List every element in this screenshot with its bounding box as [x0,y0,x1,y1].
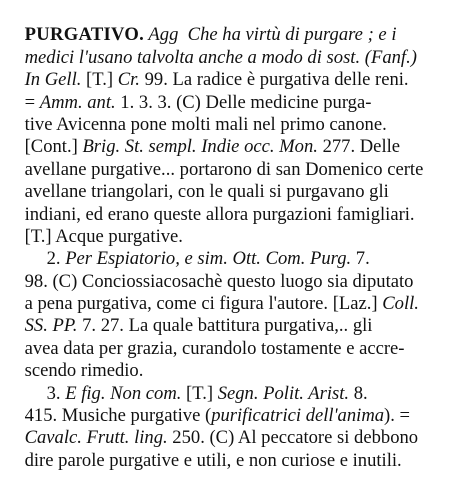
editor-mark: [Cont.] [24,136,83,158]
quotation-text: scendo rimedio. [24,360,144,382]
sense-number: 3. [46,382,66,404]
quotation-text: 1. 3. 3. (C) Delle medicine purga- [115,91,372,113]
editor-mark: [T.] [181,382,218,404]
quotation-text: 8. [349,382,368,404]
quotation-text: avea data per grazia, curandolo tostamente e accre- [24,337,405,359]
entry-line [6,2,466,46]
quotation-text: 277. Delle [317,136,401,158]
quotation-text: avellane triangolari, con le quali si purgavano gli [24,181,389,203]
quotation-text: 7. [351,248,370,270]
quotation-text: 250. (C) Al peccatore si debbono [167,427,419,449]
quotation-text: 7. 27. La quale battitura purgativa,.. gli [77,315,373,337]
source-citation: Amm. ant. [39,91,116,113]
editor-mark: [T.] [81,69,118,91]
source-citation: In Gell. [24,69,82,91]
definition-text: Agg Che ha virtù di purgare ; e i [144,24,397,46]
sense-definition: E fig. Non com. [65,382,182,404]
quotation-text: tive Avicenna pone molti mali nel primo canone. [24,113,387,135]
headword: PURGATIVO. [24,24,145,46]
quotation-text: indiani, ed erano queste allora purgazioni famigliari. [24,203,415,225]
source-citation: Cavalc. Frutt. ling. [24,427,168,449]
quotation-text: dire parole purgative e utili, e non curiose e inutili. [24,449,402,471]
source-citation: Brig. St. sempl. Indie occ. Mon. [82,136,318,158]
quotation-text: 415. Musiche purgative ( [24,405,212,427]
gloss-text: purificatrici dell'anima [211,405,385,427]
quotation-text: 99. La radice è purgativa delle reni. [139,69,409,91]
separator-mark: = [24,91,40,113]
quotation-text: 98. (C) Conciossiacosachè questo luogo sia diputato [24,270,414,292]
source-citation: Cr. [117,69,140,91]
sense-number: 2. [46,248,66,270]
quotation-text: a pena purgativa, come ci figura l'autore. [Laz.] [24,293,383,315]
source-citation: SS. PP. [24,315,78,337]
source-citation: Segn. Polit. Arist. [217,382,350,404]
sense-definition: Per Espiatorio, e sim. Ott. Com. Purg. [65,248,352,270]
quotation-text: avellane purgative... portarono di san Domenico certe [24,158,424,180]
definition-text: medici l'usano talvolta anche a modo di sost. (Fanf.) [24,46,417,68]
source-citation: Coll. [382,293,419,315]
quotation-text: ). = [384,405,411,427]
quotation-text: [T.] Acque purgative. [24,225,183,247]
